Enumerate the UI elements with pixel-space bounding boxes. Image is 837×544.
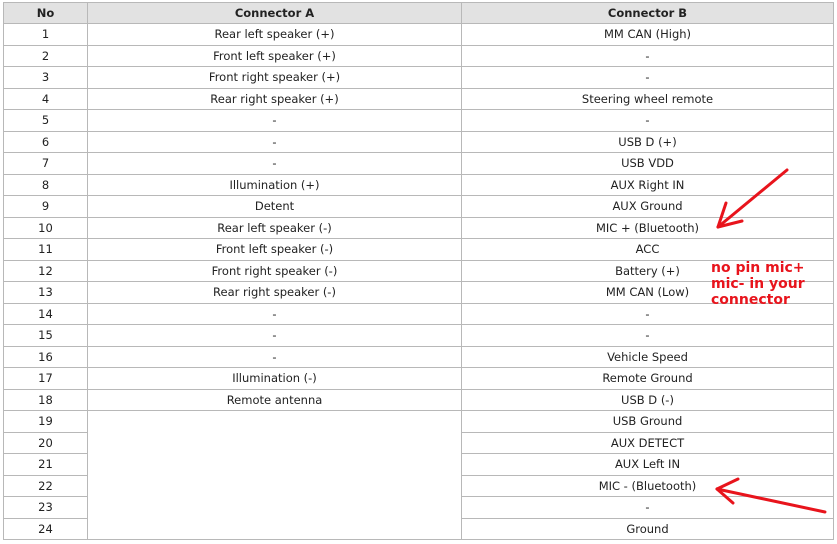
- table-row: [4, 67, 834, 89]
- header-connector-b: Connector B: [462, 3, 834, 24]
- connector-b-cell: USB VDD: [462, 153, 834, 175]
- table-row: [4, 110, 834, 132]
- connector-a-cell: Front left speaker (-): [88, 239, 462, 261]
- table-row: [4, 389, 834, 411]
- connector-b-cell: -: [462, 325, 834, 347]
- pin-number: 17: [4, 368, 88, 390]
- connector-b-cell: Ground: [462, 518, 834, 540]
- connector-b-cell: AUX DETECT: [462, 432, 834, 454]
- connector-a-cell: -: [88, 325, 462, 347]
- table-row: [4, 411, 834, 433]
- pin-number: 6: [4, 131, 88, 153]
- annotation-line-2: mic- in your: [711, 276, 805, 292]
- connector-a-empty: [88, 411, 462, 540]
- connector-a-cell: Detent: [88, 196, 462, 218]
- pin-number: 1: [4, 24, 88, 46]
- table-row: [4, 174, 834, 196]
- connector-b-cell: Steering wheel remote: [462, 88, 834, 110]
- connector-a-cell: Illumination (-): [88, 368, 462, 390]
- connector-a-cell: Rear right speaker (+): [88, 88, 462, 110]
- pin-number: 19: [4, 411, 88, 433]
- table-row: [4, 217, 834, 239]
- connector-a-cell: -: [88, 153, 462, 175]
- connector-b-cell: MM CAN (High): [462, 24, 834, 46]
- connector-a-cell: -: [88, 346, 462, 368]
- pin-number: 10: [4, 217, 88, 239]
- connector-b-cell: Remote Ground: [462, 368, 834, 390]
- connector-a-cell: Illumination (+): [88, 174, 462, 196]
- connector-b-cell: ACC: [462, 239, 834, 261]
- table-row: [4, 45, 834, 67]
- connector-a-cell: -: [88, 303, 462, 325]
- table-body: [4, 24, 834, 540]
- pin-number: 4: [4, 88, 88, 110]
- pin-number: 3: [4, 67, 88, 89]
- connector-b-cell: -: [462, 303, 834, 325]
- connector-a-cell: -: [88, 131, 462, 153]
- table-row: [4, 88, 834, 110]
- pin-number: 21: [4, 454, 88, 476]
- table-row: [4, 368, 834, 390]
- connector-b-cell: MIC + (Bluetooth): [462, 217, 834, 239]
- connector-b-cell: AUX Right IN: [462, 174, 834, 196]
- connector-b-cell: USB D (+): [462, 131, 834, 153]
- connector-b-cell: -: [462, 67, 834, 89]
- header-no: No: [4, 3, 88, 24]
- connector-b-cell: MIC - (Bluetooth): [462, 475, 834, 497]
- pin-number: 15: [4, 325, 88, 347]
- pin-number: 12: [4, 260, 88, 282]
- pin-number: 20: [4, 432, 88, 454]
- connector-b-cell: USB Ground: [462, 411, 834, 433]
- table-row: [4, 239, 834, 261]
- table-row: [4, 346, 834, 368]
- connector-b-cell: -: [462, 497, 834, 519]
- pin-number: 18: [4, 389, 88, 411]
- pin-number: 16: [4, 346, 88, 368]
- table-row: [4, 153, 834, 175]
- table-row: [4, 325, 834, 347]
- pin-number: 24: [4, 518, 88, 540]
- connector-b-cell: AUX Ground: [462, 196, 834, 218]
- connector-a-cell: Remote antenna: [88, 389, 462, 411]
- pin-number: 23: [4, 497, 88, 519]
- pin-number: 2: [4, 45, 88, 67]
- pin-number: 8: [4, 174, 88, 196]
- connector-b-cell: USB D (-): [462, 389, 834, 411]
- table-row: [4, 131, 834, 153]
- connector-a-cell: Front right speaker (-): [88, 260, 462, 282]
- table-row: [4, 282, 834, 304]
- connector-a-cell: Front left speaker (+): [88, 45, 462, 67]
- annotation-line-3: connector: [711, 292, 790, 308]
- pin-number: 7: [4, 153, 88, 175]
- connector-b-cell: Battery (+): [462, 260, 834, 282]
- pin-number: 5: [4, 110, 88, 132]
- table-row: [4, 24, 834, 46]
- connector-a-cell: -: [88, 110, 462, 132]
- connector-b-cell: -: [462, 110, 834, 132]
- table-row: [4, 303, 834, 325]
- connector-a-cell: Rear right speaker (-): [88, 282, 462, 304]
- connector-a-cell: Rear left speaker (-): [88, 217, 462, 239]
- connector-b-cell: Vehicle Speed: [462, 346, 834, 368]
- pinout-table: [3, 2, 834, 540]
- connector-a-cell: Rear left speaker (+): [88, 24, 462, 46]
- pin-number: 11: [4, 239, 88, 261]
- pin-number: 22: [4, 475, 88, 497]
- header-row: [4, 3, 834, 24]
- pin-number: 13: [4, 282, 88, 304]
- pin-number: 14: [4, 303, 88, 325]
- annotation-line-1: no pin mic+: [711, 260, 805, 276]
- header-connector-a: Connector A: [88, 3, 462, 24]
- pin-number: 9: [4, 196, 88, 218]
- connector-b-cell: MM CAN (Low): [462, 282, 834, 304]
- table-row: [4, 260, 834, 282]
- handwritten-annotation: [711, 260, 805, 308]
- connector-b-cell: -: [462, 45, 834, 67]
- table-row: [4, 196, 834, 218]
- connector-b-cell: AUX Left IN: [462, 454, 834, 476]
- connector-a-cell: Front right speaker (+): [88, 67, 462, 89]
